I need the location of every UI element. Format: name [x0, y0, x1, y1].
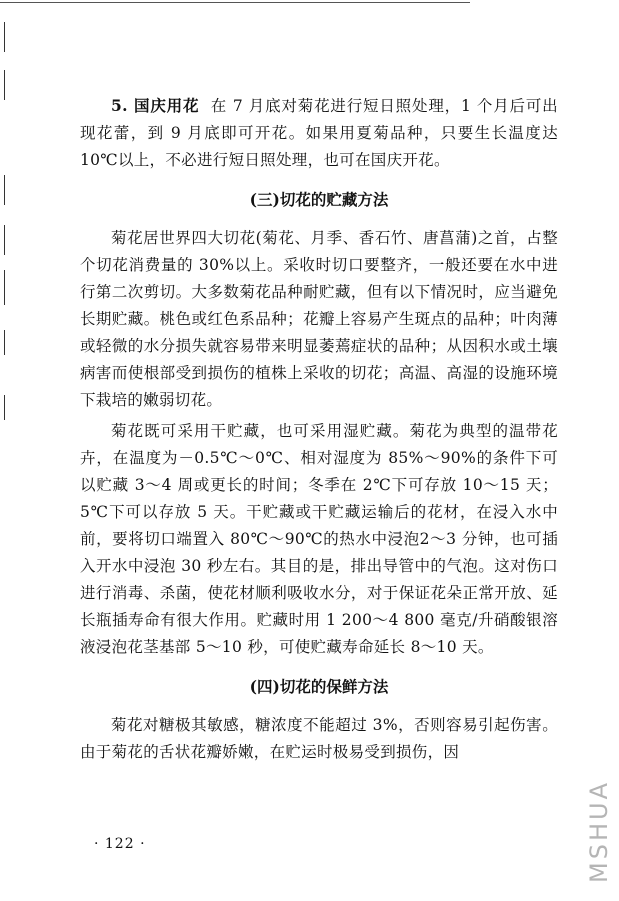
watermark: MSHUA	[585, 780, 613, 883]
binding-margin-marks	[4, 0, 7, 901]
paragraph-storage-intro: 菊花居世界四大切花(菊花、月季、香石竹、唐菖蒲)之首，占整个切花消费量的 30%以上。采收时切口要整齐，一般还要在水中进行第二次剪切。大多数菊花品种耐贮藏，但有以下情况时，应当避免长期贮藏。桃色或红色系品种；花瓣上容易产生斑点的品种；叶肉薄或轻微的水分损失就容易带来明显萎蔫症状的品种；从因积水或土壤病害而使根部受到损伤的植株上采收的切花；高温、高湿的设施环境下栽培的嫩弱切花。	[80, 229, 558, 409]
margin-mark	[4, 330, 5, 355]
margin-mark	[4, 270, 5, 305]
paragraph-storage-methods: 菊花既可采用干贮藏，也可采用湿贮藏。菊花为典型的温带花卉，在温度为－0.5℃～0℃、相对湿度为 85%～90%的条件下可以贮藏 3～4 周或更长的时间；冬季在 2℃下可存放 10～15 天；5℃下可以存放 5 天。干贮藏或干贮藏运输后的花材，在浸入水中前，要将切口端置入 80℃～90℃的热水中浸泡2～3 分钟，也可插入开水中浸泡 30 秒左右。其目的是，排出导管中的气泡。这对伤口进行消毒、杀菌，使花材顺利吸收水分，对于保证花朵正常开放、延长瓶插寿命有很大作用。贮藏时用 1 200～4 800 毫克/升硝酸银溶液浸泡花茎基部 5～10 秒，可使贮藏寿命延长 8～10 天。	[80, 422, 558, 656]
margin-mark	[4, 225, 5, 255]
item-lead: 5. 国庆用花	[111, 96, 200, 115]
page-body	[80, 92, 558, 766]
section-heading-storage: (三)切花的贮藏方法	[249, 190, 389, 209]
margin-mark	[4, 175, 5, 205]
paragraph-preservation: 菊花对糖极其敏感，糖浓度不能超过 3%，否则容易引起伤害。由于菊花的舌状花瓣娇嫩，在贮运时极易受到损伤，因	[80, 716, 558, 761]
section-heading-preservation: (四)切花的保鲜方法	[249, 677, 389, 696]
margin-mark	[4, 22, 5, 52]
paragraph-national-day-flowers	[80, 92, 558, 174]
page-number: · 122 ·	[94, 836, 146, 852]
margin-mark	[4, 395, 5, 420]
item-text: 在 7 月底对菊花进行短日照处理，1 个月后可出现花蕾，到 9 月底即可开花。如果用夏菊品种，只要生长温度达 10℃以上，不必进行短日照处理，也可在国庆开花。	[80, 97, 558, 169]
margin-mark	[4, 70, 5, 100]
top-rule	[0, 2, 470, 3]
